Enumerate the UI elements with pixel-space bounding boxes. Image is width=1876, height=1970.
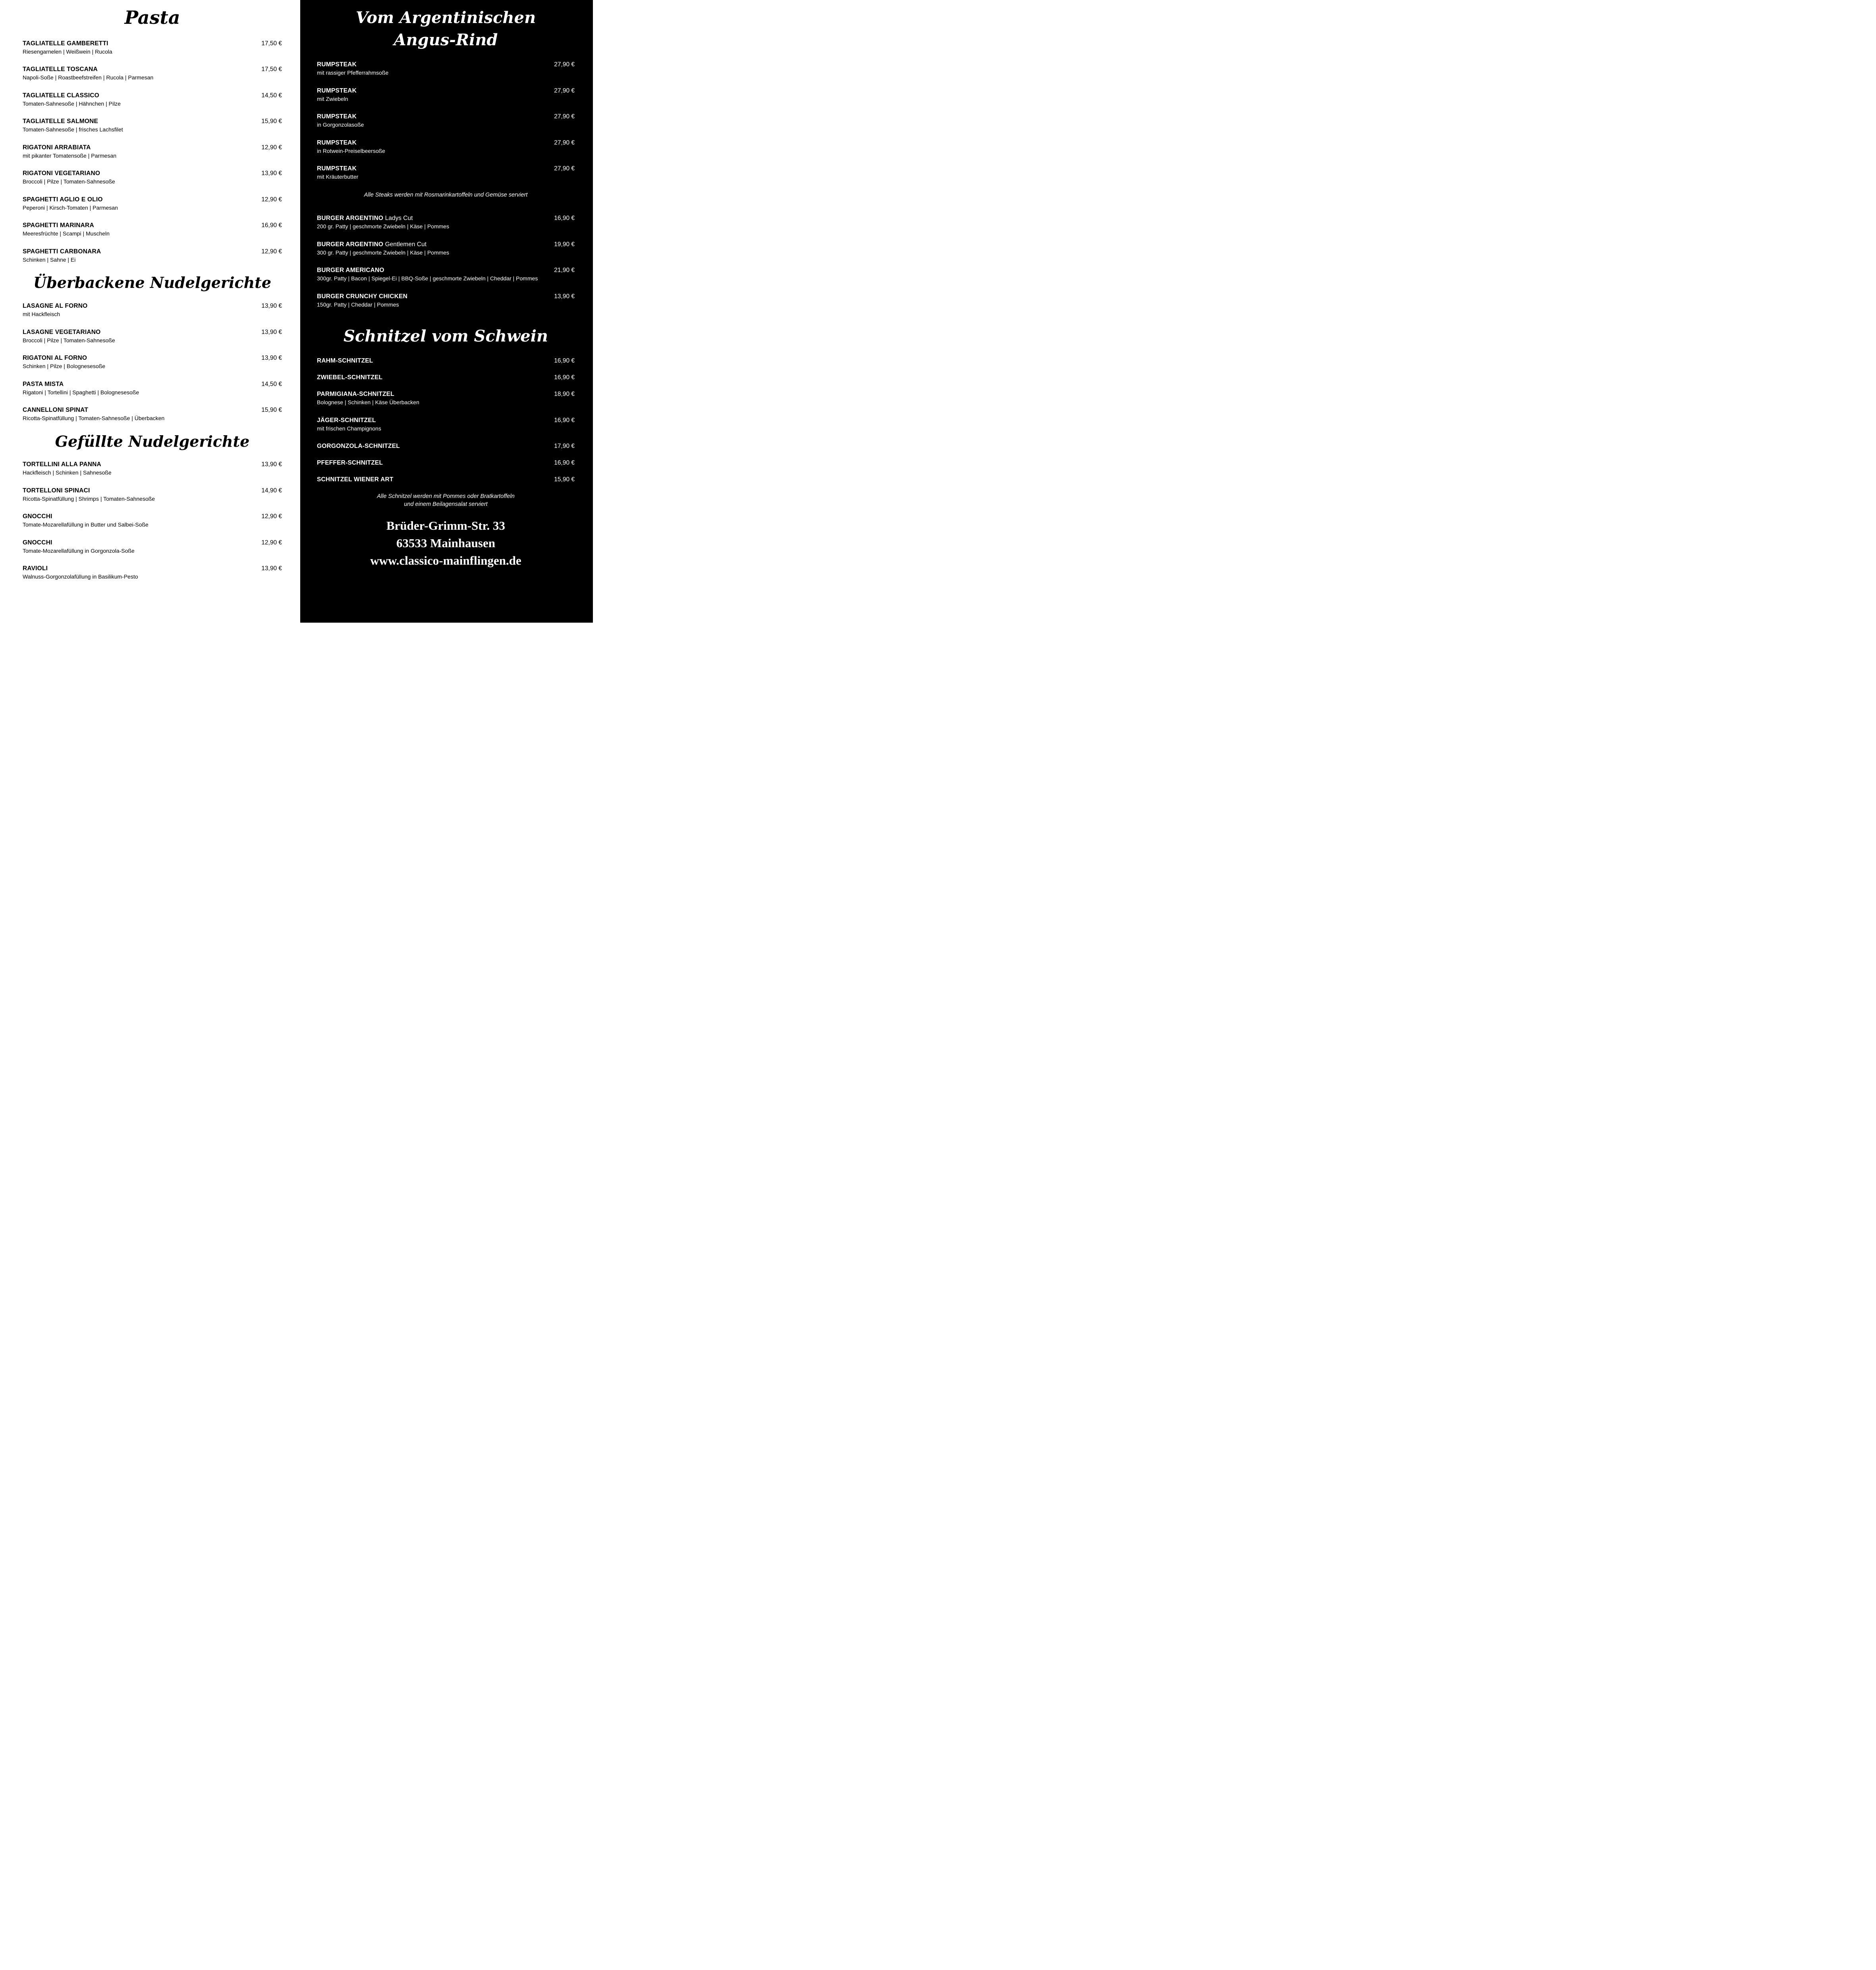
item-description: Napoli-Soße | Roastbeefstreifen | Rucola | Parmesan xyxy=(23,74,154,81)
item-price: 27,90 € xyxy=(554,113,575,120)
item-description: 200 gr. Patty | geschmorte Zwiebeln | Käse | Pommes xyxy=(317,223,450,230)
address-city: 63533 Mainhausen xyxy=(396,536,495,550)
menu-item xyxy=(23,66,282,81)
item-name: TAGLIATELLE CLASSICO xyxy=(23,92,99,99)
website-url: www.classico-mainflingen.de xyxy=(370,554,521,568)
menu-item xyxy=(23,248,282,264)
menu-item xyxy=(23,539,282,555)
item-price: 13,90 € xyxy=(261,170,282,177)
item-price: 13,90 € xyxy=(261,461,282,468)
item-price: 16,90 € xyxy=(554,417,575,424)
item-price: 27,90 € xyxy=(554,61,575,68)
item-name: PARMIGIANA-SCHNITZEL xyxy=(317,391,394,398)
item-name: SPAGHETTI AGLIO E OLIO xyxy=(23,196,103,203)
item-price: 12,90 € xyxy=(261,248,282,255)
item-name: JÄGER-SCHNITZEL xyxy=(317,417,376,424)
item-price: 15,90 € xyxy=(261,407,282,414)
item-description: in Gorgonzolasoße xyxy=(317,122,364,128)
item-description: mit frischen Champignons xyxy=(317,425,381,432)
item-description: mit Kräuterbutter xyxy=(317,174,359,180)
menu-item xyxy=(23,118,282,133)
item-name: SPAGHETTI MARINARA xyxy=(23,222,94,229)
item-description: 300gr. Patty | Bacon | Spiegel-Ei | BBQ-Soße | geschmorte Zwiebeln | Cheddar | Pommes xyxy=(317,275,538,282)
item-name: LASAGNE AL FORNO xyxy=(23,303,88,310)
item-name: RAHM-SCHNITZEL xyxy=(317,357,373,365)
item-price: 13,90 € xyxy=(554,293,575,300)
item-name: TAGLIATELLE GAMBERETTI xyxy=(23,40,108,47)
item-description: mit pikanter Tomatensoße | Parmesan xyxy=(23,152,117,159)
item-description: Schinken | Pilze | Bolognesesoße xyxy=(23,363,106,370)
item-name: GNOCCHI xyxy=(23,513,52,520)
menu-item xyxy=(23,487,282,503)
item-description: Broccoli | Pilze | Tomaten-Sahnesoße xyxy=(23,337,115,343)
section-header-pasta: Pasta xyxy=(124,7,180,28)
item-description: Tomaten-Sahnesoße | Hähnchen | Pilze xyxy=(23,100,121,107)
item-name: TAGLIATELLE SALMONE xyxy=(23,118,98,125)
menu-item xyxy=(317,113,575,129)
menu-item xyxy=(23,222,282,237)
item-price: 12,90 € xyxy=(261,513,282,520)
menu-item xyxy=(317,293,575,309)
item-price: 16,90 € xyxy=(554,357,575,365)
menu-item xyxy=(23,196,282,212)
section-header-angus-line2: Angus-Rind xyxy=(394,31,498,49)
menu-left-column xyxy=(0,0,300,623)
menu-item xyxy=(23,303,282,318)
item-price: 13,90 € xyxy=(261,328,282,336)
menu-item xyxy=(23,407,282,422)
item-description: Broccoli | Pilze | Tomaten-Sahnesoße xyxy=(23,178,115,185)
item-name: GORGONZOLA-SCHNITZEL xyxy=(317,443,400,450)
item-name-suffix: Gentlemen Cut xyxy=(385,241,427,248)
item-description: Peperoni | Kirsch-Tomaten | Parmesan xyxy=(23,204,118,211)
item-description: mit Hackfleisch xyxy=(23,311,60,318)
menu-item xyxy=(317,459,575,467)
item-description: Meeresfrüchte | Scampi | Muscheln xyxy=(23,230,110,237)
item-description: Hackfleisch | Schinken | Sahnesoße xyxy=(23,469,112,476)
menu-item xyxy=(317,443,575,450)
item-name: ZWIEBEL-SCHNITZEL xyxy=(317,374,383,381)
item-name: RUMPSTEAK xyxy=(317,61,357,68)
item-name: SPAGHETTI CARBONARA xyxy=(23,248,101,255)
item-name: BURGER ARGENTINO xyxy=(317,241,384,248)
item-name: BURGER AMERICANO xyxy=(317,267,384,274)
burger-group xyxy=(317,215,575,308)
item-price: 12,90 € xyxy=(261,539,282,546)
item-description: 150gr. Patty | Cheddar | Pommes xyxy=(317,301,399,308)
steaks-note: Alle Steaks werden mit Rosmarinkartoffeln und Gemüse serviert xyxy=(364,191,528,198)
menu-item xyxy=(317,357,575,365)
menu-right-column xyxy=(300,0,593,623)
item-price: 13,90 € xyxy=(261,355,282,362)
item-description: Schinken | Sahne | Ei xyxy=(23,256,76,263)
item-price: 16,90 € xyxy=(261,222,282,229)
item-name: CANNELLONI SPINAT xyxy=(23,407,88,414)
menu-item xyxy=(23,355,282,370)
item-name: RIGATONI VEGETARIANO xyxy=(23,170,100,177)
item-name: TORTELLINI ALLA PANNA xyxy=(23,461,101,468)
item-description: Tomate-Mozarellafüllung in Gorgonzola-Soße xyxy=(23,547,135,554)
menu-item xyxy=(317,165,575,181)
item-name: PASTA MISTA xyxy=(23,380,64,388)
item-price: 21,90 € xyxy=(554,267,575,274)
item-name: RUMPSTEAK xyxy=(317,87,357,94)
menu-item xyxy=(317,476,575,483)
item-name: RAVIOLI xyxy=(23,565,48,572)
item-price: 17,90 € xyxy=(554,443,575,450)
item-description: Bolognese | Schinken | Käse Überbacken xyxy=(317,399,419,406)
item-description: 300 gr. Patty | geschmorte Zwiebeln | Käse | Pommes xyxy=(317,249,450,256)
section-header-ueberbackene: Überbackene Nudelgerichte xyxy=(33,274,272,292)
item-name: RUMPSTEAK xyxy=(317,113,357,120)
item-price: 17,50 € xyxy=(261,66,282,73)
menu-item xyxy=(317,391,575,406)
section-header-angus-line1: Vom Argentinischen xyxy=(355,8,536,27)
menu-item xyxy=(23,329,282,344)
item-price: 13,90 € xyxy=(261,303,282,310)
item-name: SCHNITZEL WIENER ART xyxy=(317,476,394,483)
item-price: 19,90 € xyxy=(554,241,575,248)
item-name: PFEFFER-SCHNITZEL xyxy=(317,459,383,467)
item-price: 16,90 € xyxy=(554,459,575,467)
item-price: 12,90 € xyxy=(261,196,282,203)
menu-item xyxy=(317,61,575,77)
menu-item xyxy=(317,417,575,432)
item-description: Ricotta-Spinatfüllung | Tomaten-Sahnesoße | Überbacken xyxy=(23,415,165,422)
item-description: mit Zwiebeln xyxy=(317,95,348,102)
item-name: BURGER ARGENTINO xyxy=(317,215,384,222)
item-name: RUMPSTEAK xyxy=(317,165,357,172)
section-header-schnitzel: Schnitzel vom Schwein xyxy=(343,327,548,346)
item-name: RIGATONI ARRABIATA xyxy=(23,144,91,151)
item-name: TAGLIATELLE TOSCANA xyxy=(23,66,98,73)
item-price: 14,90 € xyxy=(261,487,282,494)
section-header-gefuellte: Gefüllte Nudelgerichte xyxy=(55,432,250,450)
menu-item xyxy=(23,40,282,56)
item-name: LASAGNE VEGETARIANO xyxy=(23,328,101,336)
menu-item xyxy=(23,144,282,160)
item-description: Rigatoni | Tortellini | Spaghetti | Bolognesesoße xyxy=(23,389,139,396)
schnitzel-note-line1: Alle Schnitzel werden mit Pommes oder Bratkartoffeln xyxy=(377,493,515,500)
item-description: Walnuss-Gorgonzolafüllung in Basilikum-Pesto xyxy=(23,573,138,580)
item-price: 18,90 € xyxy=(554,391,575,398)
item-price: 15,90 € xyxy=(554,476,575,483)
menu-item xyxy=(317,374,575,381)
item-price: 14,50 € xyxy=(261,380,282,388)
item-price: 16,90 € xyxy=(554,215,575,222)
item-name: GNOCCHI xyxy=(23,539,52,546)
item-name: TORTELLONI SPINACI xyxy=(23,487,90,494)
item-description: Tomate-Mozarellafüllung in Butter und Salbei-Soße xyxy=(23,521,149,528)
item-description: Riesengarnelen | Weißwein | Rucola xyxy=(23,48,112,55)
menu-item xyxy=(23,92,282,108)
menu-item xyxy=(317,139,575,155)
address-street: Brüder-Grimm-Str. 33 xyxy=(386,519,506,533)
menu-item xyxy=(317,215,575,230)
item-price: 12,90 € xyxy=(261,144,282,151)
menu-item xyxy=(23,381,282,396)
item-description: mit rassiger Pfefferrahmsoße xyxy=(317,69,389,76)
item-name-suffix: Ladys Cut xyxy=(385,215,413,222)
item-price: 14,50 € xyxy=(261,92,282,99)
item-name: RUMPSTEAK xyxy=(317,139,357,146)
menu-item xyxy=(23,461,282,477)
item-price: 13,90 € xyxy=(261,565,282,572)
item-price: 17,50 € xyxy=(261,40,282,47)
menu-item xyxy=(23,565,282,581)
schnitzel-note-line2: und einem Beilagensalat serviert xyxy=(404,501,488,507)
item-price: 27,90 € xyxy=(554,139,575,146)
item-price: 27,90 € xyxy=(554,87,575,94)
item-name: BURGER CRUNCHY CHICKEN xyxy=(317,293,408,300)
item-price: 15,90 € xyxy=(261,118,282,125)
item-name: RIGATONI AL FORNO xyxy=(23,355,87,362)
item-description: in Rotwein-Preiselbeersoße xyxy=(317,147,385,154)
item-price: 27,90 € xyxy=(554,165,575,172)
menu-item xyxy=(317,87,575,103)
menu-item xyxy=(23,513,282,529)
item-description: Ricotta-Spinatfüllung | Shrimps | Tomaten-Sahnesoße xyxy=(23,495,155,502)
menu-item xyxy=(317,241,575,257)
restaurant-footer xyxy=(317,517,575,569)
menu-item xyxy=(23,170,282,185)
item-description: Tomaten-Sahnesoße | frisches Lachsfilet xyxy=(23,126,123,133)
menu-item xyxy=(317,267,575,282)
item-price: 16,90 € xyxy=(554,374,575,381)
